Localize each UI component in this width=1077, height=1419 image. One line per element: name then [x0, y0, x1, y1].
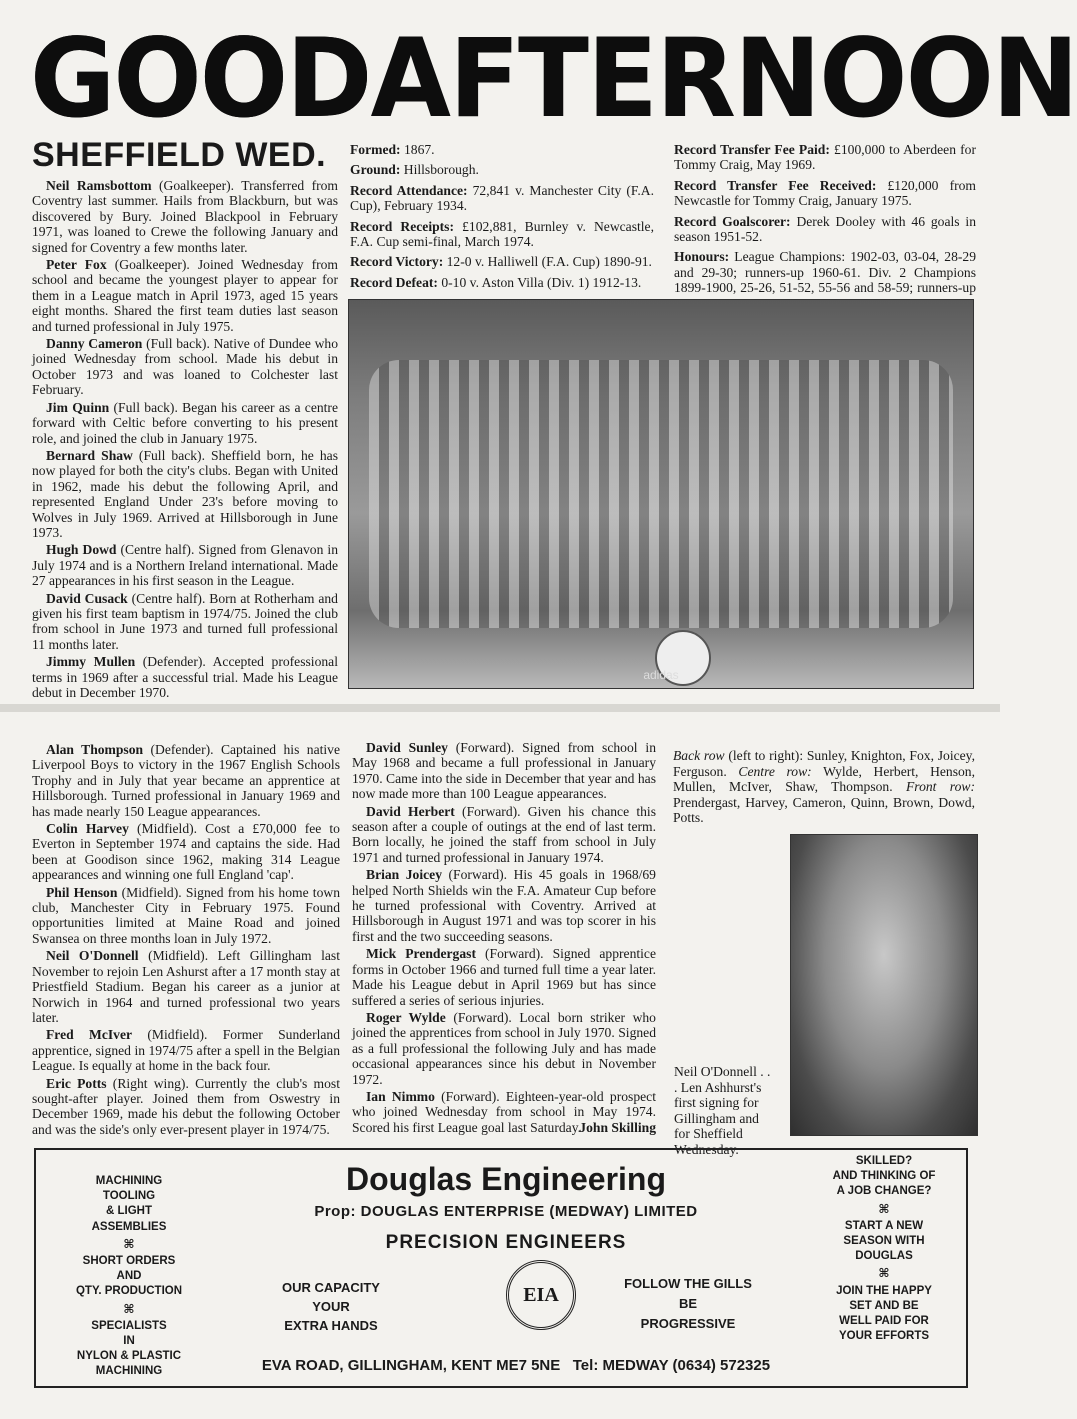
- headline: [30, 13, 1077, 143]
- club-record-name: Record Transfer Fee Paid:: [674, 142, 830, 157]
- player-profile-name: Alan Thompson: [46, 742, 144, 757]
- player-profile-name: Phil Henson: [46, 884, 118, 900]
- advert-line: OUR CAPACITY: [282, 1280, 380, 1295]
- player-profile: [32, 178, 338, 255]
- club-fact-name: Record Receipts:: [350, 218, 454, 234]
- portrait-caption: Neil O'Donnell . . . Len Ashhurst's first signing for Gillingham and for Sheffield Wednesday.: [674, 1064, 771, 1157]
- player-profile-name: Fred McIver: [46, 1027, 133, 1043]
- separator-icon: ⌘: [878, 1201, 890, 1216]
- player-profile-name: Mick Prendergast: [366, 946, 476, 962]
- player-profile: [32, 654, 338, 700]
- player-profile-text: (Full back). Native of Dundee who joined Wednesday from school. Made his debut in October 1973 and was loaned to Colchester last February.: [32, 336, 338, 398]
- player-profile-name: David Sunley: [366, 740, 448, 755]
- player-profile-name: Ian Nimmo: [366, 1088, 435, 1104]
- player-profile: [32, 591, 338, 653]
- player-profile-text: (Right wing). Currently the club's most sought-after player. Joined them from Oswestry in December 1969, made his debut the following October and was the side's only ever-present player in 1974/75.: [32, 1075, 340, 1137]
- club-record: [674, 142, 976, 173]
- player-profile-text: (Defender). Captained his native Liverpool Boys to victory in the 1967 English Schools Trophy and in July that year became an apprentice at Hillsborough. Turned professional in January 1969 and has made nearly 150 League appearances.: [32, 742, 340, 819]
- player-profile-text: (Forward). Signed from school in May 1968 and became a full professional in January 1970. Came into the side in December that year and has now made more than 100 League appearances.: [352, 740, 656, 802]
- caption-front-text: Prendergast, Harvey, Cameron, Quinn, Brown, Dowd, Potts.: [673, 794, 975, 826]
- advert-line: QTY. PRODUCTION: [75, 1285, 183, 1298]
- club-record-text: Derek Dooley with 46 goals in season 1951-52.: [674, 213, 976, 245]
- advert-line: ASSEMBLIES: [91, 1220, 167, 1233]
- club-fact-text: 0-10 v. Aston Villa (Div. 1) 1912-13.: [437, 274, 642, 290]
- advert-line: YOUR EFFORTS: [838, 1330, 930, 1343]
- club-fact: [350, 275, 654, 290]
- player-profile-text: (Full back). Began his career as a centre forward with Celtic before converting to his present role, and joined the club in January 1975.: [32, 399, 338, 446]
- player-profile-name: Eric Potts: [46, 1075, 107, 1091]
- club-fact: [350, 219, 654, 250]
- advert-line: PROGRESSIVE: [640, 1316, 736, 1331]
- ball-brand-text: adidas: [643, 668, 679, 682]
- advert-line: & LIGHT: [106, 1205, 152, 1218]
- advert-line: DOUGLAS: [855, 1250, 913, 1263]
- club-fact-name: Ground:: [350, 162, 401, 178]
- player-profile-text: (Defender). Accepted professional terms in 1969 after a successful trial. Made his League debut in December 1970.: [32, 654, 338, 700]
- player-profile-name: Colin Harvey: [46, 821, 129, 837]
- player-profile-text: (Forward). Eighteen-year-old prospect who joined Wednesday from school in May 1974. Scored his first League goal last Saturday.: [352, 1088, 656, 1135]
- caption-centre-text: Wylde, Herbert, Henson, Mullen, McIver, Shaw, Thompson.: [673, 763, 976, 795]
- player-profile-name: Jim Quinn: [46, 399, 110, 415]
- club-fact: [350, 183, 654, 214]
- club-record-text: £100,000 to Aberdeen for Tommy Craig, May 1969.: [674, 142, 976, 173]
- separator-icon: ⌘: [878, 1266, 890, 1281]
- headline-word-afternoon: AFTERNOON: [370, 13, 1077, 143]
- players-column-left: [32, 178, 338, 702]
- caption-back-label: Back row: [673, 748, 725, 763]
- advert-right-list: [806, 1154, 962, 1344]
- club-fact-text: 1867.: [400, 142, 435, 157]
- advert-line: WELL PAID FOR: [839, 1315, 929, 1328]
- club-title: SHEFFIELD WED.: [32, 136, 327, 174]
- team-photo-players: [369, 360, 953, 628]
- club-fact-name: Record Attendance:: [350, 182, 468, 198]
- page-fold: [0, 704, 1000, 712]
- club-fact-text: 72,841 v. Manchester City (F.A. Cup), February 1934.: [350, 182, 654, 214]
- player-profile-text: (Forward). His 45 goals in 1968/69 helped North Shields win the F.A. Amateur Cup before he turned professional with Coventry. Arrived at Hillsborough in August 1971 and was top scorer in his first and the two succeeding seasons.: [352, 867, 656, 944]
- player-profile-name: Roger Wylde: [366, 1009, 446, 1025]
- player-profile-name: Jimmy Mullen: [46, 654, 136, 670]
- player-profile-text: (Midfield). Cost a £70,000 fee to Everton in September 1974 and captains the side. Had been at Goodison since 1962, making 314 League appearances and winning one full England 'cap'.: [32, 821, 340, 883]
- club-fact-text: 12-0 v. Halliwell (F.A. Cup) 1890-91.: [443, 254, 652, 270]
- advert-line: EXTRA HANDS: [284, 1318, 378, 1333]
- player-profile-text: (Forward). Signed apprentice forms in October 1966 and turned full time a year later. Made his League debut in April 1969 but has since suffered a series of serious injuries.: [352, 946, 657, 1008]
- advert-line: NYLON & PLASTIC: [76, 1350, 182, 1363]
- player-profile-text: (Centre half). Signed from Glenavon in July 1974 and is a Northern Ireland international. Made 27 appearances in his first season in the League.: [32, 542, 338, 589]
- separator-icon: ⌘: [123, 1301, 135, 1316]
- advert-line: SKILLED?: [855, 1155, 913, 1167]
- advert-address: EVA ROAD, GILLINGHAM, KENT ME7 5NE Tel: MEDWAY (0634) 572325: [261, 1357, 771, 1374]
- player-profile-name: Neil O'Donnell: [46, 948, 139, 964]
- advert-line: SEASON WITH: [843, 1235, 925, 1248]
- advert-line: AND: [116, 1270, 142, 1283]
- club-record-name: Record Goalscorer:: [674, 213, 791, 229]
- author-name: John Skilling: [579, 1120, 656, 1135]
- player-profile-text: (Midfield). Signed from his home town club, Manchester City in February 1975. Found opportunities limited at Maine Road and joined Swansea on three months loan in July 1972.: [32, 884, 340, 946]
- caption-front-label: Front row:: [905, 779, 975, 795]
- player-profile-text: (Full back). Sheffield born, he has now played for both the city's clubs. Began with United in 1962, made his debut the following April, and represented England Under 23's before moving to Wolves in July 1969. Arrived at Hillsborough in June 1973.: [32, 447, 339, 540]
- advert-line: FOLLOW THE GILLS: [624, 1276, 752, 1291]
- player-profile: [32, 542, 338, 588]
- player-profile-name: Danny Cameron: [46, 336, 143, 352]
- advert-gills-text: [600, 1274, 776, 1334]
- separator-icon: ⌘: [123, 1236, 135, 1251]
- club-fact-text: £102,881, Burnley v. Newcastle, F.A. Cup semi-final, March 1974.: [350, 218, 654, 250]
- advert-line: JOIN THE HAPPY: [836, 1284, 932, 1297]
- player-profile: [32, 948, 340, 1025]
- advert-line: AND THINKING OF: [832, 1170, 936, 1183]
- player-profile: [32, 742, 340, 819]
- author-signature: [352, 1120, 656, 1135]
- player-profile: [352, 740, 656, 802]
- club-facts-column: [350, 142, 654, 295]
- club-fact-name: Formed:: [350, 142, 401, 157]
- player-profile: [352, 946, 656, 1008]
- advert-line: BE: [678, 1296, 698, 1311]
- advert-line: IN: [123, 1335, 135, 1348]
- club-fact-text: Hillsborough.: [400, 162, 479, 178]
- player-profile: [352, 804, 656, 866]
- player-profile-name: David Herbert: [366, 803, 455, 819]
- club-fact-name: Record Defeat:: [350, 274, 438, 290]
- player-profile-name: Peter Fox: [46, 257, 107, 273]
- players-column-bottom-left: [32, 742, 340, 1139]
- club-record-name: Honours:: [674, 249, 730, 265]
- club-fact: [350, 142, 654, 157]
- player-profile: [32, 1076, 340, 1138]
- photo-caption: [673, 748, 975, 826]
- club-record-text: League Champions: 1902-03, 03-04, 28-29 and 29-30; runners-up 1960-61. Div. 2 Champions 1899-1900, 25-26, 51-52, 55-56 and 58-59; runners-up: [674, 249, 976, 296]
- advert-left-list: [44, 1174, 214, 1380]
- player-profile: [32, 1027, 340, 1073]
- eia-logo: [506, 1260, 576, 1330]
- player-profile-text: (Goalkeeper). Transferred from Coventry last summer. Hails from Blackburn, but was discovered by Bury. Joined Blackpool in February 1971, was loaned to Crewe the following January and signed for Coventry a few months later.: [32, 178, 339, 255]
- club-record: [674, 214, 976, 245]
- advert-line: SHORT ORDERS: [82, 1255, 176, 1268]
- players-column-bottom-middle: [352, 740, 656, 1137]
- player-profile-name: David Cusack: [46, 590, 128, 606]
- player-profile: [352, 867, 656, 944]
- advert-line: TOOLING: [102, 1190, 156, 1203]
- caption-back-text: (left to right): Sunley, Knighton, Fox, Joicey, Ferguson.: [673, 748, 975, 779]
- advert-line: SPECIALISTS: [91, 1319, 167, 1332]
- club-fact-name: Record Victory:: [350, 254, 444, 270]
- player-profile-name: Neil Ramsbottom: [46, 178, 152, 193]
- player-profile: [32, 448, 338, 540]
- player-profile-text: (Centre half). Born at Rotherham and given his first team baptism in 1974/75. Joined the club from school in June 1973 and turned full professional 11 months later.: [32, 590, 338, 652]
- team-photo: [348, 299, 974, 689]
- club-fact: [350, 162, 654, 177]
- advert-capacity-text: [246, 1278, 416, 1335]
- advert-line: SET AND BE: [849, 1299, 919, 1312]
- neil-odonnell-portrait: [790, 834, 978, 1136]
- player-profile-text: (Goalkeeper). Joined Wednesday from school and became the youngest player to appear for them in a League match in April 1973, aged 15 years eight months. Shared the first team duties last season and turned professional in July 1975.: [32, 257, 338, 334]
- eia-logo-text: EIA: [523, 1283, 559, 1306]
- caption-centre-label: Centre row:: [738, 763, 812, 779]
- club-record-name: Record Transfer Fee Received:: [674, 177, 877, 193]
- club-fact: [350, 254, 654, 269]
- advert-line: START A NEW: [844, 1219, 924, 1232]
- player-profile: [32, 821, 340, 883]
- advert-line: MACHINING: [95, 1365, 163, 1378]
- advert-line: A JOB CHANGE?: [836, 1185, 932, 1198]
- douglas-engineering-advert: [34, 1148, 968, 1388]
- advert-line: MACHINING: [95, 1175, 163, 1187]
- player-profile-name: Hugh Dowd: [46, 542, 117, 558]
- advert-line: YOUR: [312, 1299, 350, 1314]
- player-profile: [32, 257, 338, 334]
- advert-prop-line: Prop: DOUGLAS ENTERPRISE (MEDWAY) LIMITED: [314, 1203, 698, 1220]
- player-profile: [32, 336, 338, 398]
- headline-word-good: GOOD: [30, 13, 371, 143]
- player-profile: [352, 1010, 656, 1087]
- club-record: [674, 178, 976, 209]
- club-records-column: [674, 142, 976, 316]
- advert-company-name: Douglas Engineering: [345, 1161, 667, 1197]
- player-profile-text: (Forward). Given his chance this season after a couple of outings at the end of last term. Born locally, he joined the staff from school in July 1971 and turned professional in January 1974.: [352, 803, 656, 865]
- player-profile-text: (Midfield). Left Gillingham last November to rejoin Len Ashurst after a 17 month stay at Priestfield Stadium. Began his career as a junior at Norwich in 1964 and turned professional two years later.: [32, 948, 340, 1025]
- advert-tagline: PRECISION ENGINEERS: [385, 1232, 627, 1253]
- club-record-text: £120,000 from Newcastle for Tommy Craig, January 1975.: [674, 177, 977, 209]
- player-profile: [32, 400, 338, 446]
- player-profile: [32, 885, 340, 947]
- player-profile-text: (Midfield). Former Sunderland apprentice, signed in 1974/75 after a spell in the Belgian League. Is equally at home in the back four.: [32, 1027, 340, 1074]
- player-profile-name: Bernard Shaw: [46, 447, 133, 463]
- player-profile-text: (Forward). Local born striker who joined the apprentices from school in July 1970. Signed as a full professional the following July and has made occasional appearances since his debut in November 1972.: [352, 1009, 656, 1087]
- player-profile-name: Brian Joicey: [366, 867, 442, 883]
